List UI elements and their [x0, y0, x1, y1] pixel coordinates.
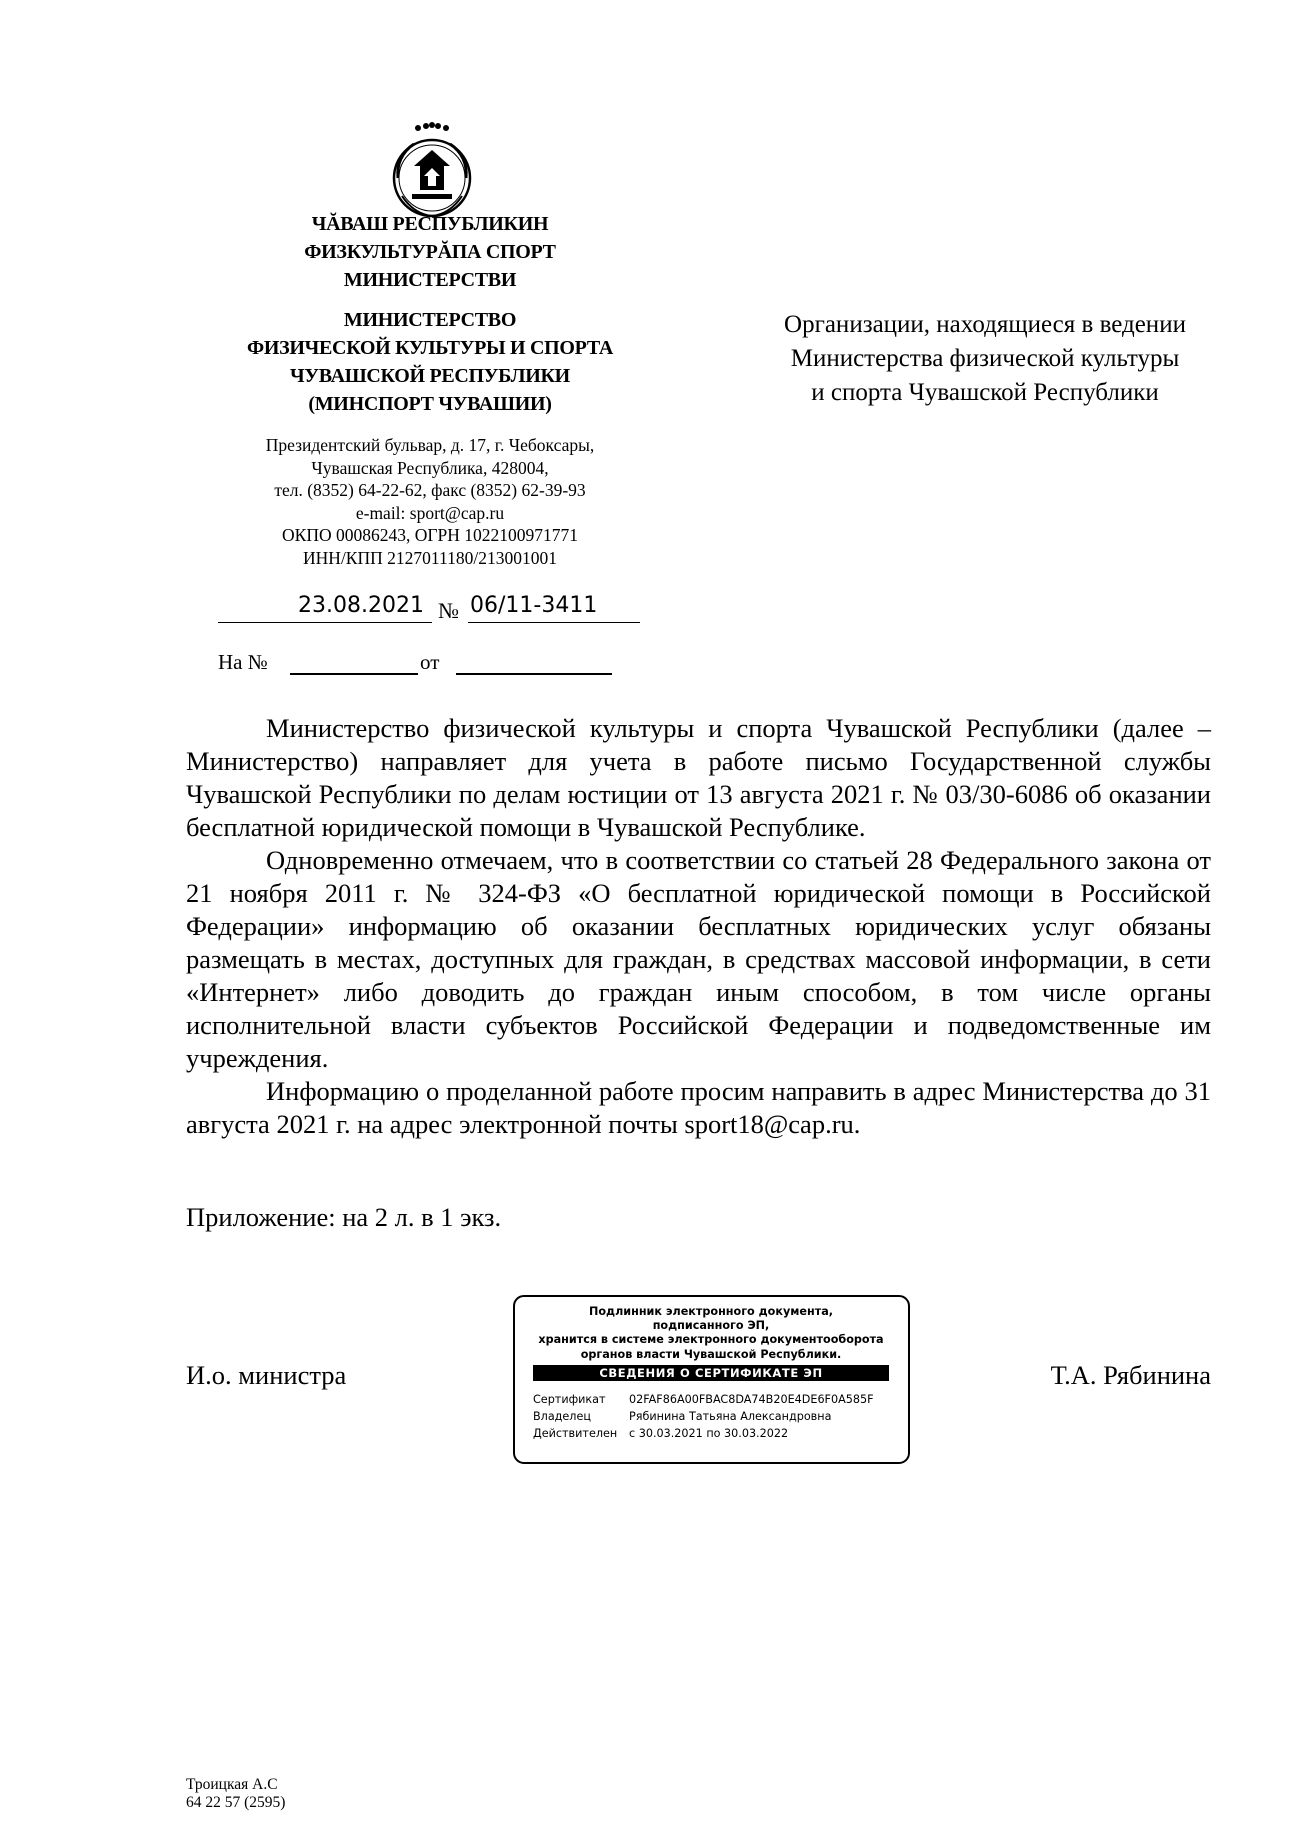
executor-phone: 64 22 57 (2595)	[186, 1794, 286, 1811]
e-signature-stamp	[513, 1295, 910, 1464]
number-field	[468, 592, 640, 623]
body-paragraph: Информацию о проделанной работе просим направить в адрес Министерства до 31 августа 2021 г. на адрес электронной почты sport18@cap.ru.	[186, 1076, 1211, 1139]
address-line: тел. (8352) 64-22-62, факс (8352) 62-39-93	[274, 480, 586, 500]
stamp-header-line: Подлинник электронного документа,	[588, 1305, 833, 1318]
executor-name: Троицкая А.С	[186, 1776, 278, 1793]
document-date: 23.08.2021	[298, 593, 424, 618]
org-name-russian-line: (МИНСПОРТ ЧУВАШИИ)	[308, 393, 552, 415]
address-line: ИНН/КПП 2127011180/213001001	[303, 547, 557, 568]
address-line: Президентский бульвар, д. 17, г. Чебоксары,	[265, 435, 595, 455]
org-name-russian-line: ЧУВАШСКОЙ РЕСПУБЛИКИ	[290, 365, 570, 387]
attachment-note: Приложение: на 2 л. в 1 экз.	[186, 1202, 502, 1232]
stamp-row-value: 02FAF86A00FBAC8DA74B20E4DE6F0A585F	[629, 1393, 874, 1406]
addressee-block	[745, 308, 1225, 410]
stamp-header-line: органов власти Чувашской Республики.	[580, 1347, 842, 1361]
ref-from-label: от	[420, 650, 440, 674]
signatory-role: И.о. министра	[186, 1360, 347, 1390]
address-line: Чувашская Республика, 428004,	[311, 457, 549, 478]
address-line: e-mail: sport@cap.ru	[355, 502, 505, 523]
addressee-line: Министерства физической культуры	[790, 345, 1180, 372]
stamp-row-value: с 30.03.2021 по 30.03.2022	[629, 1427, 789, 1440]
stamp-row-key: Действителен	[533, 1427, 618, 1440]
body-paragraph: Министерство физической культуры и спорта Чувашской Республики (далее – Министерство) направляет для учета в работе письмо Государственной службы Чувашской Республики по делам юстиции от 13 августа 2021 г. № 03/30-6086 об оказании бесплатной юридической помощи в Чувашской Республике.	[186, 713, 1211, 842]
date-field	[218, 592, 432, 623]
stamp-row-validity	[533, 1427, 788, 1441]
address-line: ОКПО 00086243, ОГРН 1022100971771	[282, 525, 578, 545]
org-name-russian-line: МИНИСТЕРСТВО	[343, 309, 517, 331]
stamp-row-key: Владелец	[533, 1410, 591, 1423]
ref-number-label: На №	[218, 650, 268, 674]
org-name-chuvash-line: МИНИСТЕРСТВИ	[343, 269, 517, 291]
org-name-russian-line: ФИЗИЧЕСКОЙ КУЛЬТУРЫ И СПОРТА	[246, 337, 614, 359]
stamp-row-key: Сертификат	[533, 1393, 606, 1406]
stamp-header-line: хранится в системе электронного документооборота	[538, 1333, 884, 1347]
stamp-row-value: Рябинина Татьяна Александровна	[629, 1410, 832, 1423]
addressee-line: Организации, находящиеся в ведении	[784, 311, 1186, 338]
org-name-chuvash-line: ЧĂВАШ РЕСПУБЛИКИН	[311, 213, 549, 235]
document-number: 06/11-3411	[470, 593, 598, 618]
ref-number-blank	[290, 673, 418, 675]
org-address-block	[220, 434, 640, 569]
ref-date-blank	[456, 673, 612, 675]
stamp-certificate-bar: СВЕДЕНИЯ О СЕРТИФИКАТЕ ЭП	[533, 1365, 889, 1381]
stamp-row-certificate	[533, 1393, 874, 1407]
executor-info	[186, 1776, 285, 1812]
addressee-line: и спорта Чувашской Республики	[811, 379, 1159, 406]
number-sign: №	[438, 598, 459, 623]
body-paragraph: Одновременно отмечаем, что в соответствии со статьей 28 Федерального закона от 21 ноября 2011 г. № 324-ФЗ «О бесплатной юридической помощи в Российской Федерации» информацию об оказании бесплатных юридических услуг обязаны размещать в местах, доступных для граждан, в средствах массовой информации, в сети «Интернет» либо доводить до граждан иным способом, в том числе органы исполнительной власти субъектов Российской Федерации и подведомственные им учреждения.	[186, 845, 1211, 1073]
stamp-header	[515, 1305, 907, 1362]
org-name-chuvash-line: ФИЗКУЛЬТУРĂПА СПОРТ	[304, 241, 556, 263]
signatory-name: Т.А. Рябинина	[1050, 1360, 1211, 1390]
stamp-row-owner	[533, 1410, 831, 1424]
org-name-russian	[210, 306, 650, 418]
stamp-header-line: подписанного ЭП,	[652, 1319, 770, 1333]
letter-body	[186, 712, 1211, 1141]
coat-of-arms-icon	[384, 120, 480, 220]
org-name-chuvash	[230, 210, 630, 294]
